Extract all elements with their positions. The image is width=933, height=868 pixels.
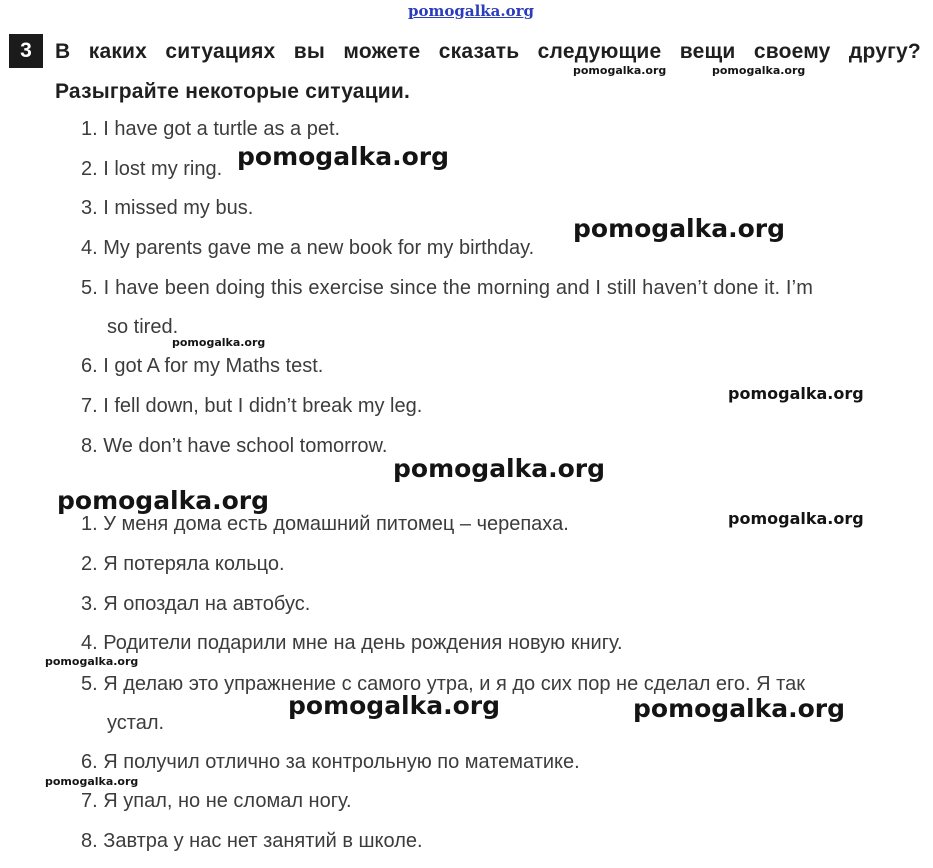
site-watermark-top: pomogalka.org <box>408 2 535 20</box>
watermark-text: pomogalka.org <box>712 64 806 77</box>
english-item-3: 3. I missed my bus. <box>81 197 254 219</box>
heading-word: следующие <box>537 40 662 63</box>
english-item-7: 7. I fell down, but I didn’t break my leg. <box>81 395 423 417</box>
watermark-text: pomogalka.org <box>288 691 501 720</box>
english-item-5: 5. I have been doing this exercise since the morning and I still haven’t done it. I’m <box>81 277 814 299</box>
russian-item-1: 1. У меня дома есть домашний питомец – черепаха. <box>81 513 569 535</box>
watermark-text: pomogalka.org <box>45 775 139 788</box>
watermark-text: pomogalka.org <box>237 142 450 171</box>
russian-item-8: 8. Завтра у нас нет занятий в школе. <box>81 830 423 852</box>
heading-word: сказать <box>438 40 520 63</box>
heading-word: можете <box>343 40 421 63</box>
russian-item-3: 3. Я опоздал на автобус. <box>81 593 311 615</box>
english-item-4: 4. My parents gave me a new book for my birthday. <box>81 237 535 259</box>
watermark-text: pomogalka.org <box>573 214 786 243</box>
russian-item-7: 7. Я упал, но не сломал ногу. <box>81 790 352 812</box>
english-item-6: 6. I got A for my Maths test. <box>81 355 324 377</box>
english-item-1: 1. I have got a turtle as a pet. <box>81 118 341 140</box>
heading-word: своему <box>753 40 831 63</box>
russian-item-5: 5. Я делаю это упражнение с самого утра, и я до сих пор не сделал его. Я так <box>81 673 805 695</box>
russian-item-6: 6. Я получил отлично за контрольную по математике. <box>81 751 580 773</box>
watermark-text: pomogalka.org <box>45 655 139 668</box>
watermark-text: pomogalka.org <box>393 454 606 483</box>
heading-word: В <box>55 40 71 63</box>
russian-item-2: 2. Я потеряла кольцо. <box>81 553 285 575</box>
heading-word: другу? <box>848 40 921 63</box>
english-item-5-continued: so tired. <box>107 316 179 338</box>
russian-item-4: 4. Родители подарили мне на день рождения новую книгу. <box>81 632 623 654</box>
watermark-text: pomogalka.org <box>728 509 864 528</box>
english-item-2: 2. I lost my ring. <box>81 158 223 180</box>
exercise-heading-line2: Разыграйте некоторые ситуации. <box>55 80 411 103</box>
watermark-text: pomogalka.org <box>633 694 846 723</box>
heading-word: каких <box>88 40 148 63</box>
exercise-heading-line1 <box>55 40 921 64</box>
english-item-8: 8. We don’t have school tomorrow. <box>81 435 388 457</box>
watermark-text: pomogalka.org <box>573 64 667 77</box>
russian-item-5-continued: устал. <box>107 712 165 734</box>
watermark-text: pomogalka.org <box>172 336 266 349</box>
heading-word: вещи <box>679 40 736 63</box>
heading-word: вы <box>293 40 326 63</box>
exercise-number-badge: 3 <box>9 34 43 68</box>
watermark-text: pomogalka.org <box>728 384 864 403</box>
heading-word: ситуациях <box>165 40 276 63</box>
watermark-text: pomogalka.org <box>57 486 270 515</box>
